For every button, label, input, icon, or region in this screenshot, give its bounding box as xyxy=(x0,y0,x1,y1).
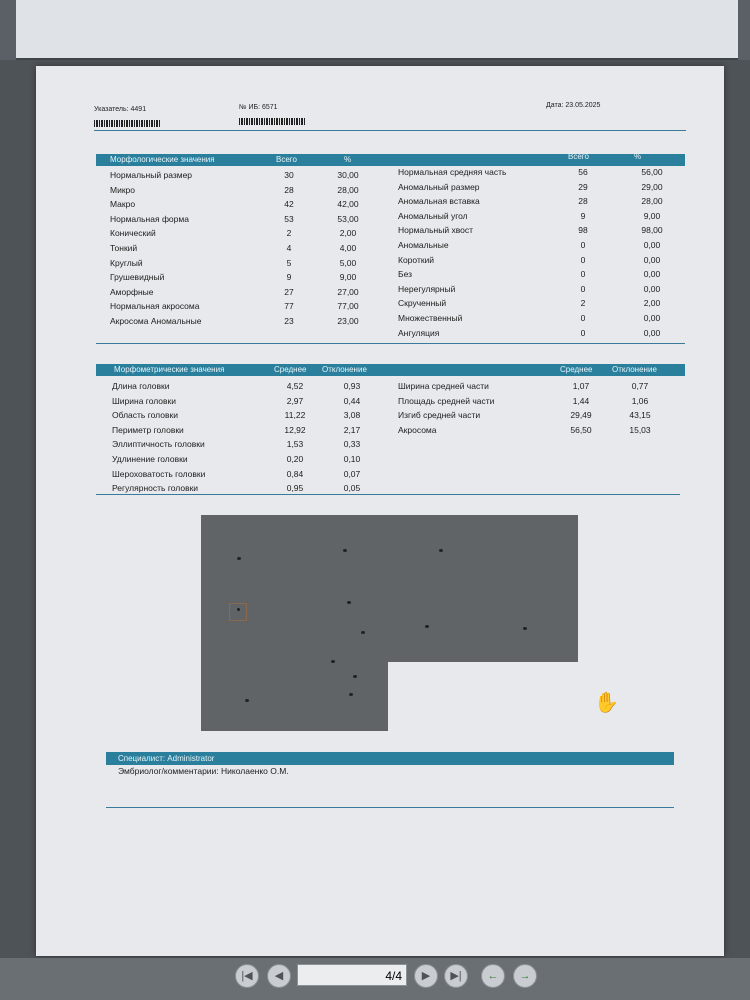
first-page-button[interactable] xyxy=(235,964,259,988)
row-value: 42,00 xyxy=(337,199,359,210)
cell-mark xyxy=(331,660,335,663)
row-value: 29,49 xyxy=(570,410,592,421)
row-value: 23,00 xyxy=(337,316,359,326)
row-value: 2,00 xyxy=(643,298,661,309)
row-value: 9,00 xyxy=(339,272,357,283)
row-label: Аномальный размер xyxy=(398,181,480,192)
row-label: Аморфные xyxy=(110,286,154,297)
row-value: 0,00 xyxy=(643,327,661,338)
viewer-toolbar xyxy=(0,958,750,1000)
cell-mark xyxy=(245,699,249,702)
row-value: 15,03 xyxy=(629,424,651,435)
table-row xyxy=(36,326,724,340)
cell-mark xyxy=(439,549,443,552)
table-row xyxy=(36,437,724,451)
table-row xyxy=(36,394,724,408)
row-value: 29 xyxy=(578,181,588,192)
row-value: 2,17 xyxy=(343,424,361,435)
table-row xyxy=(36,253,724,267)
row-value: 0,00 xyxy=(643,313,661,323)
specialist-label: Специалист: Administrator xyxy=(118,754,215,763)
row-value: 12,92 xyxy=(284,424,306,435)
table-row xyxy=(36,238,724,252)
row-value: 77 xyxy=(284,301,294,312)
row-label: Область головки xyxy=(112,410,178,421)
row-value: 2 xyxy=(580,298,586,309)
table-row xyxy=(36,180,724,194)
row-label: Изгиб средней части xyxy=(398,410,481,421)
morph-col-pct: % xyxy=(344,155,352,164)
previous-page-button[interactable] xyxy=(267,964,291,988)
row-label: Аномальные xyxy=(398,240,449,250)
row-value: 0 xyxy=(580,254,586,265)
row-value: 53,00 xyxy=(337,213,359,224)
row-value: 28 xyxy=(578,196,588,207)
morphometric-section-header xyxy=(96,364,685,376)
table-row xyxy=(36,282,724,296)
cell-mark xyxy=(523,627,527,630)
row-value: 28,00 xyxy=(641,196,663,207)
row-label: Ширина средней части xyxy=(398,381,489,391)
row-value: 0,00 xyxy=(643,240,661,250)
row-value: 4,00 xyxy=(339,243,357,253)
page-number-field[interactable] xyxy=(297,964,407,986)
row-value: 42 xyxy=(284,199,294,210)
row-value: 1,07 xyxy=(572,381,590,391)
morph-col-total-right: Всего xyxy=(568,152,589,161)
morphometric-col-dev-right: Отклонение xyxy=(612,365,657,374)
row-label: Аномальная вставка xyxy=(398,196,480,207)
row-label: Нерегулярный xyxy=(398,283,456,294)
back-arrow-icon: ← xyxy=(487,970,499,982)
row-value: 0 xyxy=(580,313,586,323)
cell-mark xyxy=(425,625,429,628)
row-value: 2,00 xyxy=(339,228,357,239)
morphometric-title: Морфометрические значения xyxy=(114,365,225,374)
row-label: Нормальная форма xyxy=(110,213,189,224)
row-value: 0,00 xyxy=(643,269,661,280)
cell-mark xyxy=(237,557,241,560)
row-label: Множественный xyxy=(398,313,463,323)
row-value: 0 xyxy=(580,240,586,250)
embryologist-label: Эмбриолог/комментарии: Николаенко О.М. xyxy=(118,766,289,776)
cell-mark xyxy=(353,675,357,678)
row-value: 56,00 xyxy=(641,167,663,177)
table-row xyxy=(36,296,724,310)
row-value: 56 xyxy=(578,167,588,177)
row-value: 0,95 xyxy=(286,483,304,494)
morphometric-col-mean: Среднее xyxy=(274,365,307,374)
row-value: 0,20 xyxy=(286,454,304,464)
report-page xyxy=(36,66,724,956)
row-label: Эллиптичность головки xyxy=(112,439,205,450)
row-value: 0,84 xyxy=(286,468,304,479)
row-label: Площадь средней части xyxy=(398,395,495,406)
row-value: 9 xyxy=(580,210,586,221)
ib-barcode xyxy=(239,118,305,125)
row-value: 98,00 xyxy=(641,225,663,236)
cell-mark xyxy=(361,631,365,634)
row-value: 3,08 xyxy=(343,410,361,421)
row-label: Грушевидный xyxy=(110,272,165,283)
last-page-icon: ▶| xyxy=(450,970,462,982)
table-row xyxy=(36,165,724,179)
row-label: Периметр головки xyxy=(112,424,184,435)
row-value: 28,00 xyxy=(337,184,359,195)
table-row xyxy=(36,223,724,237)
morphometric-col-dev: Отклонение xyxy=(322,365,367,374)
row-value: 28 xyxy=(284,184,294,195)
row-label: Без xyxy=(398,269,413,280)
row-value: 53 xyxy=(284,213,294,224)
morphometric-divider xyxy=(96,494,680,495)
row-value: 30 xyxy=(284,170,294,180)
row-label: Конический xyxy=(110,228,156,239)
morph-title: Морфологические значения xyxy=(110,155,215,164)
row-value: 77,00 xyxy=(337,301,359,312)
row-value: 0,93 xyxy=(343,381,361,391)
cell-mark xyxy=(347,601,351,604)
row-label: Акросома Аномальные xyxy=(110,316,202,326)
row-value: 4,52 xyxy=(286,381,304,391)
last-page-button[interactable] xyxy=(444,964,468,988)
row-value: 1,44 xyxy=(572,395,590,406)
row-value: 0,33 xyxy=(343,439,361,450)
image-cutout xyxy=(388,662,578,731)
first-page-icon: |◀ xyxy=(241,970,253,982)
footer-divider xyxy=(106,807,674,808)
forward-arrow-icon: → xyxy=(519,970,531,982)
ib-label: № ИБ: 6571 xyxy=(239,104,278,111)
row-value: 0,00 xyxy=(643,254,661,265)
next-page-icon: ▶ xyxy=(421,970,431,982)
morph-divider xyxy=(96,343,685,344)
row-label: Макро xyxy=(110,199,136,210)
row-label: Микро xyxy=(110,184,136,195)
row-value: 29,00 xyxy=(641,181,663,192)
row-label: Шероховатость головки xyxy=(112,468,206,479)
cell-mark xyxy=(343,549,347,552)
row-value: 9,00 xyxy=(643,210,661,221)
row-value: 0,00 xyxy=(643,283,661,294)
row-value: 0,07 xyxy=(343,468,361,479)
back-button[interactable] xyxy=(481,964,505,988)
morph-col-total: Всего xyxy=(276,155,297,164)
row-value: 4 xyxy=(286,243,292,253)
table-row xyxy=(36,379,724,393)
row-value: 0 xyxy=(580,269,586,280)
table-row xyxy=(36,467,724,481)
row-value: 30,00 xyxy=(337,170,359,180)
previous-page-icon: ◀ xyxy=(274,970,284,982)
row-label: Нормальная акросома xyxy=(110,301,200,312)
row-value: 27 xyxy=(284,286,294,297)
date-label: Дата: 23.05.2025 xyxy=(546,102,601,109)
row-label: Длина головки xyxy=(112,381,170,391)
row-value: 1,53 xyxy=(286,439,304,450)
page-indicator: 4/4 xyxy=(385,969,402,983)
morphometric-col-mean-right: Среднее xyxy=(560,365,593,374)
row-value: 9 xyxy=(286,272,292,283)
row-label: Нормальная средняя часть xyxy=(398,167,507,177)
table-row xyxy=(36,267,724,281)
row-value: 5,00 xyxy=(339,257,357,268)
previous-page-bottom xyxy=(16,0,738,60)
row-value: 0,77 xyxy=(631,381,649,391)
row-value: 56,50 xyxy=(570,424,592,435)
row-label: Аномальный угол xyxy=(398,210,468,221)
row-value: 5 xyxy=(286,257,292,268)
row-value: 2 xyxy=(286,228,292,239)
row-value: 1,06 xyxy=(631,395,649,406)
forward-button[interactable] xyxy=(513,964,537,988)
row-label: Нормальный размер xyxy=(110,170,193,180)
row-label: Регулярность головки xyxy=(112,483,199,494)
row-label: Круглый xyxy=(110,257,143,268)
indicator-label: Указатель: 4491 xyxy=(94,106,147,113)
row-label: Нормальный хвост xyxy=(398,225,474,236)
row-value: 2,97 xyxy=(286,395,304,406)
row-value: 43,15 xyxy=(629,410,651,421)
table-row xyxy=(36,408,724,422)
table-row xyxy=(36,209,724,223)
header-divider xyxy=(94,130,686,131)
next-page-button[interactable] xyxy=(414,964,438,988)
table-row xyxy=(36,311,724,325)
row-value: 0 xyxy=(580,327,586,338)
row-label: Акросома xyxy=(398,424,437,435)
row-label: Ангуляция xyxy=(398,327,440,338)
row-value: 0,10 xyxy=(343,454,361,464)
selection-box[interactable] xyxy=(229,603,247,621)
table-row xyxy=(36,452,724,466)
row-value: 23 xyxy=(284,316,294,326)
row-label: Тонкий xyxy=(110,243,138,253)
table-row xyxy=(36,423,724,437)
row-label: Короткий xyxy=(398,254,435,265)
hand-cursor-icon: ✋ xyxy=(594,692,619,714)
row-value: 27,00 xyxy=(337,286,359,297)
row-value: 11,22 xyxy=(284,410,306,421)
row-label: Удлинение головки xyxy=(112,454,188,464)
row-value: 0,44 xyxy=(343,395,361,406)
row-value: 0 xyxy=(580,283,586,294)
table-row xyxy=(36,194,724,208)
row-label: Ширина головки xyxy=(112,395,177,406)
row-label: Скрученный xyxy=(398,298,447,309)
row-value: 98 xyxy=(578,225,588,236)
morph-col-pct-right: % xyxy=(634,152,642,161)
indicator-barcode xyxy=(94,120,160,127)
row-value: 0,05 xyxy=(343,483,361,494)
embryologist-row xyxy=(118,764,518,778)
cell-mark xyxy=(349,693,353,696)
